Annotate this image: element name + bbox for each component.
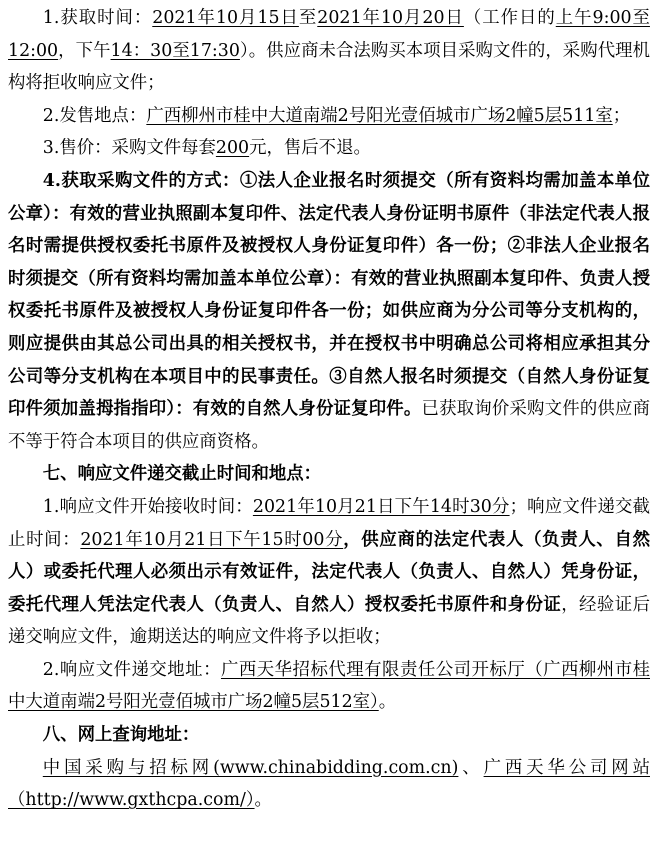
acquisition-time-label: 1.获取时间： [42, 8, 153, 28]
submission-address: 广西天华招标代理有限责任公司开标厅（广西柳州市桂中大道南端2号阳光壹佰城市广场2幢5层512室） [8, 659, 650, 713]
tianhua-website-link[interactable]: 广西天华公司网站（http://www.gxthcpa.com/） [8, 757, 650, 811]
deadline-label: ；响应文件递交截止时间： [8, 496, 650, 550]
sale-location-label: 2.发售地点： [42, 105, 147, 126]
china-bidding-link[interactable]: 中国采购与招标网(www.chinabidding.com.cn) [42, 757, 459, 778]
online-query-end: 。 [254, 790, 272, 811]
price-paragraph [8, 132, 650, 165]
end-date: 2021年10月20日 [317, 8, 464, 28]
acquisition-method-paragraph [8, 165, 650, 458]
receive-start-label: 1.响应文件开始接收时间： [42, 496, 253, 517]
start-date: 2021年10月15日 [152, 8, 299, 28]
receive-start-time: 2021年10月21日下午14时30分 [252, 496, 510, 517]
date-range-separator: 至 [298, 8, 318, 28]
section-eight-heading: 八、网上查询地址： [42, 725, 200, 746]
sale-location-end: ； [612, 105, 631, 126]
link-separator: 、 [458, 757, 484, 778]
response-deadline-rest: ，经验证后递交响应文件，逾期送达的响应文件将予以拒收； [8, 594, 650, 648]
submission-address-end: 。 [378, 692, 397, 713]
sale-location-paragraph [8, 100, 650, 133]
morning-hours: 上午9:00至12:00 [8, 8, 650, 61]
response-deadline-paragraph [8, 491, 650, 654]
sale-location-address: 广西柳州市桂中大道南端2号阳光壹佰城市广场2幢5层511室 [146, 105, 613, 126]
acquisition-method-requirements: 4.获取采购文件的方式：①法人企业报名时须提交（所有资料均需加盖本单位公章）：有效的营业执照副本复印件、法定代表人身份证明书原件（非法定代表人报名时需提供授权委托书原件及被授权人身份证复印件）各一份；②非法人企业报名时须提交（所有资料均需加盖本单位公章）：有效的营业执照副本复印件、负责人授权委托书原件及被授权人身份证复印件各一份；如供应商为分公司等分支机构的，则应提供由其总公司出具的相关授权书，并在授权书中明确总公司将相应承担其分公司等分支机构在本项目中的民事责任。③自然人报名时须提交（自然人身份证复印件须加盖拇指指印）：有效的自然人身份证复印件。 [8, 170, 650, 420]
workday-note: （工作日的 [463, 8, 556, 28]
acquisition-time-rest: ）。供应商未合法购买本项目采购文件的，采购代理机构将拒收响应文件； [8, 40, 650, 94]
afternoon-hours: 14：30至17:30 [110, 40, 240, 61]
price-value: 200 [215, 138, 250, 159]
price-rest: 元，售后不退。 [249, 138, 371, 159]
submission-address-label: 2.响应文件递交地址： [42, 659, 221, 680]
qualification-note: 已获取询价采购文件的供应商不等于符合本项目的供应商资格。 [8, 399, 650, 452]
deadline-time: 2021年10月21日下午15时00分 [80, 529, 344, 550]
section-seven-heading: 七、响应文件递交截止时间和地点： [42, 464, 322, 485]
identity-requirements: ，供应商的法定代表人（负责人、自然人）或委托代理人必须出示有效证件，法定代表人（负责人、自然人）凭身份证，委托代理人凭法定代表人（负责人、自然人）授权委托书原件和身份证 [8, 529, 650, 615]
acquisition-time-paragraph [8, 2, 650, 100]
price-label: 3.售价：采购文件每套 [42, 138, 216, 159]
online-query-paragraph [8, 752, 650, 817]
submission-address-paragraph [8, 654, 650, 719]
afternoon-label: ，下午 [58, 40, 111, 61]
